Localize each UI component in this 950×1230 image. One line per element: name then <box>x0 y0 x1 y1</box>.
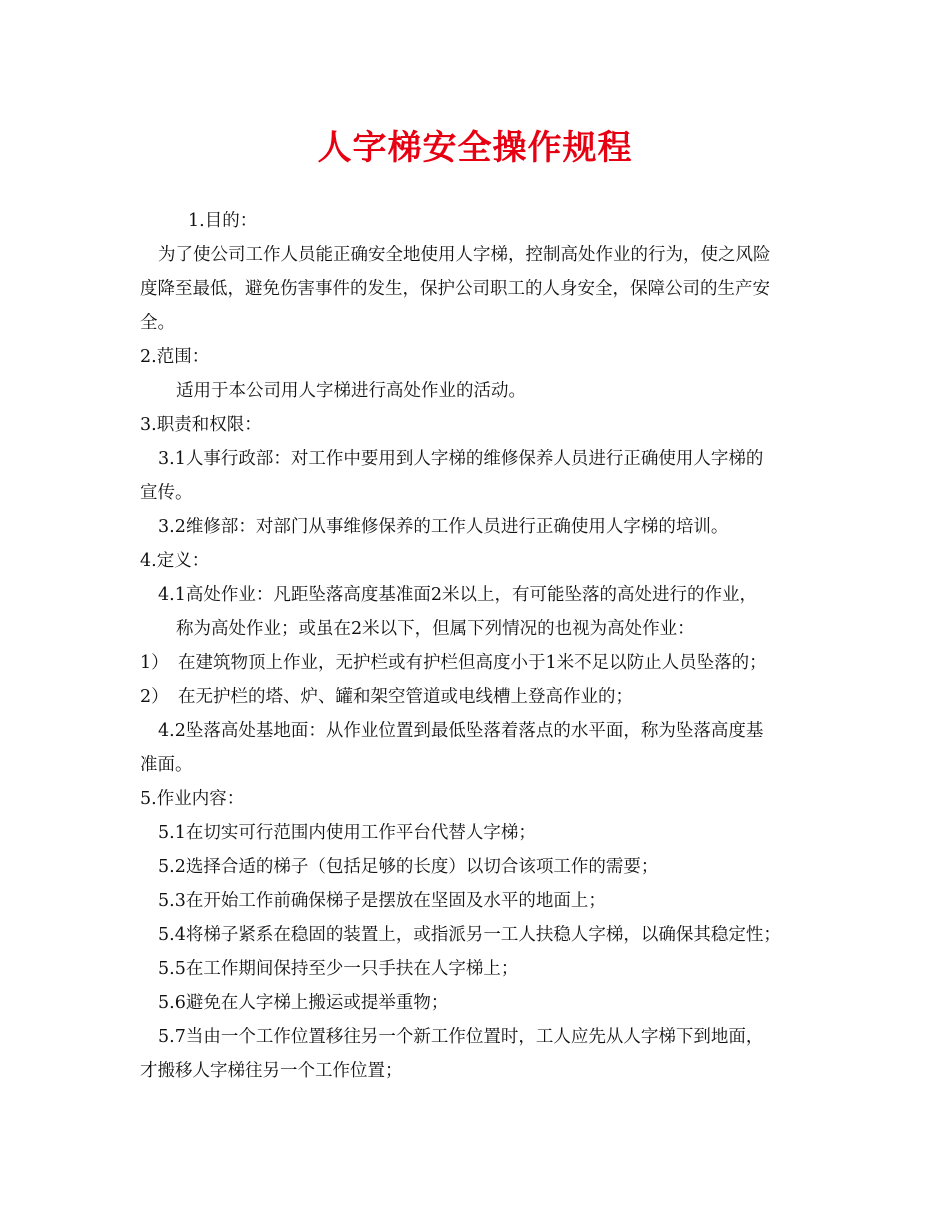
document-line <box>140 680 812 714</box>
document-line <box>140 986 812 1020</box>
list-number: 1） <box>140 653 169 673</box>
document-line <box>140 1054 812 1088</box>
document-line <box>140 544 812 578</box>
line-text: 3.职责和权限： <box>140 415 262 435</box>
document-line <box>140 306 812 340</box>
line-text: 称为高处作业；或虽在2米以下，但属下列情况的也视为高处作业： <box>176 619 695 639</box>
line-text: 3.2维修部：对部门从事维修保养的工作人员进行正确使用人字梯的培训。 <box>158 517 729 537</box>
document-line <box>140 816 812 850</box>
line-text: 5.5在工作期间保持至少一只手扶在人字梯上； <box>158 959 519 979</box>
line-text: 全。 <box>140 313 175 333</box>
line-text: 4.定义： <box>140 551 210 571</box>
document-line <box>140 748 812 782</box>
document-line <box>140 1020 812 1054</box>
document-line <box>140 952 812 986</box>
line-text: 宣传。 <box>140 483 193 503</box>
line-text: 5.3在开始工作前确保梯子是摆放在坚固及水平的地面上； <box>158 891 606 911</box>
line-text: 才搬移人字梯往另一个工作位置； <box>140 1061 403 1081</box>
document-line <box>140 578 812 612</box>
line-text: 3.1人事行政部：对工作中要用到人字梯的维修保养人员进行正确使用人字梯的 <box>158 449 764 469</box>
document-line <box>140 646 812 680</box>
document-line <box>140 714 812 748</box>
document-line <box>140 476 812 510</box>
document-line <box>140 442 812 476</box>
document-line <box>140 782 812 816</box>
document-line <box>140 918 812 952</box>
line-text: 2.范围： <box>140 347 210 367</box>
line-text: 在无护栏的塔、炉、罐和架空管道或电线槽上登高作业的； <box>178 687 633 707</box>
line-text: 5.6避免在人字梯上搬运或提举重物； <box>158 993 449 1013</box>
document-line <box>140 408 812 442</box>
line-text: 4.1高处作业：凡距坠落高度基准面2米以上，有可能坠落的高处进行的作业， <box>158 585 757 605</box>
line-text: 适用于本公司用人字梯进行高处作业的活动。 <box>176 381 526 401</box>
line-text: 5.4将梯子紧系在稳固的装置上，或指派另一工人扶稳人字梯，以确保其稳定性； <box>158 925 781 945</box>
document-line <box>140 510 812 544</box>
line-text: 4.2坠落高处基地面：从作业位置到最低坠落着落点的水平面，称为坠落高度基 <box>158 721 764 741</box>
document-line <box>140 612 812 646</box>
list-number: 2） <box>140 687 169 707</box>
document-line <box>140 272 812 306</box>
line-text: 5.1在切实可行范围内使用工作平台代替人字梯； <box>158 823 536 843</box>
line-text: 5.2选择合适的梯子（包括足够的长度）以切合该项工作的需要； <box>158 857 659 877</box>
document-line <box>140 204 812 238</box>
line-text: 为了使公司工作人员能正确安全地使用人字梯，控制高处作业的行为，使之风险 <box>158 245 771 265</box>
document-line <box>140 340 812 374</box>
line-text: 在建筑物顶上作业，无护栏或有护栏但高度小于1米不足以防止人员坠落的； <box>178 653 767 673</box>
line-text: 5.7当由一个工作位置移往另一个新工作位置时，工人应先从人字梯下到地面， <box>158 1027 764 1047</box>
document-title: 人字梯安全操作规程 <box>317 128 633 168</box>
line-text: 准面。 <box>140 755 193 775</box>
document-line <box>140 850 812 884</box>
document-line <box>140 374 812 408</box>
line-text: 1.目的： <box>188 211 258 231</box>
document-line <box>140 238 812 272</box>
document-body <box>140 204 812 1088</box>
line-text: 5.作业内容： <box>140 789 245 809</box>
line-text: 度降至最低，避免伤害事件的发生，保护公司职工的人身安全，保障公司的生产安 <box>140 279 770 299</box>
document-line <box>140 884 812 918</box>
